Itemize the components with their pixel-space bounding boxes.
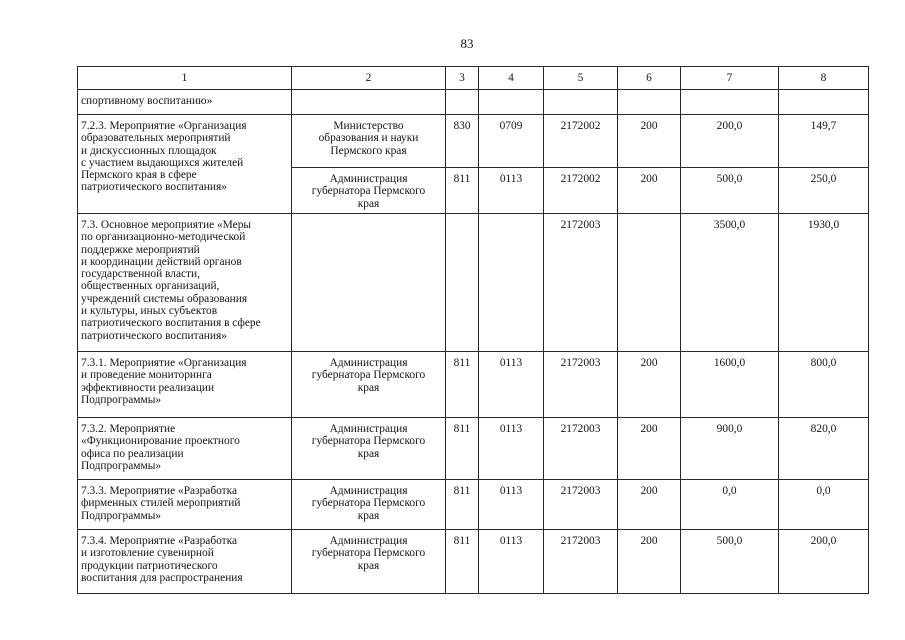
executor-cell (292, 90, 446, 115)
column-number-header: 3 (446, 67, 479, 90)
section-code-cell (479, 214, 544, 352)
column-number-header: 6 (618, 67, 681, 90)
executor-cell: Администрация губернатора Пермского края (292, 480, 446, 530)
header-row (78, 67, 869, 90)
amount-cell-col8: 820,0 (779, 418, 869, 480)
expense-type-cell: 200 (618, 115, 681, 168)
target-article-cell: 2172003 (544, 214, 618, 352)
expense-type-cell (618, 214, 681, 352)
agency-code-cell (446, 90, 479, 115)
executor-cell: Администрация губернатора Пермского края (292, 530, 446, 594)
column-number-header: 1 (78, 67, 292, 90)
agency-code-cell: 811 (446, 418, 479, 480)
table-row (78, 352, 869, 418)
executor-cell: Администрация губернатора Пермского края (292, 168, 446, 214)
column-number-header: 2 (292, 67, 446, 90)
agency-code-cell: 811 (446, 480, 479, 530)
agency-code-cell (446, 214, 479, 352)
page-number: 83 (460, 36, 474, 51)
column-number-header: 8 (779, 67, 869, 90)
section-code-cell: 0113 (479, 480, 544, 530)
amount-cell-col7: 500,0 (681, 168, 779, 214)
column-number-header: 5 (544, 67, 618, 90)
target-article-cell: 2172002 (544, 168, 618, 214)
amount-cell-col8: 800,0 (779, 352, 869, 418)
expense-type-cell: 200 (618, 418, 681, 480)
executor-cell (292, 214, 446, 352)
executor-cell: Администрация губернатора Пермского края (292, 352, 446, 418)
amount-cell-col7: 200,0 (681, 115, 779, 168)
executor-cell: Министерство образования и науки Пермского края (292, 115, 446, 168)
section-code-cell: 0709 (479, 115, 544, 168)
amount-cell-col7: 1600,0 (681, 352, 779, 418)
measure-name-cell: 7.3.2. Мероприятие «Функционирование проектного офиса по реализации Подпрограммы» (78, 418, 292, 480)
budget-table (77, 66, 869, 594)
measure-name-cell: спортивному воспитанию» (78, 90, 292, 115)
amount-cell-col7: 900,0 (681, 418, 779, 480)
amount-cell-col7: 500,0 (681, 530, 779, 594)
measure-name-cell: 7.3.3. Мероприятие «Разработка фирменных стилей мероприятий Подпрограммы» (78, 480, 292, 530)
section-code-cell: 0113 (479, 168, 544, 214)
column-number-header: 7 (681, 67, 779, 90)
amount-cell-col7: 0,0 (681, 480, 779, 530)
amount-cell-col7 (681, 90, 779, 115)
target-article-cell (544, 90, 618, 115)
amount-cell-col8 (779, 90, 869, 115)
table-row (78, 115, 869, 168)
expense-type-cell: 200 (618, 530, 681, 594)
table-row (78, 214, 869, 352)
target-article-cell: 2172003 (544, 530, 618, 594)
column-number-header: 4 (479, 67, 544, 90)
table-row (78, 418, 869, 480)
amount-cell-col8: 0,0 (779, 480, 869, 530)
table-row (78, 480, 869, 530)
agency-code-cell: 811 (446, 352, 479, 418)
amount-cell-col8: 149,7 (779, 115, 869, 168)
target-article-cell: 2172002 (544, 115, 618, 168)
agency-code-cell: 830 (446, 115, 479, 168)
table-row (78, 530, 869, 594)
amount-cell-col7: 3500,0 (681, 214, 779, 352)
target-article-cell: 2172003 (544, 418, 618, 480)
section-code-cell (479, 90, 544, 115)
expense-type-cell (618, 90, 681, 115)
expense-type-cell: 200 (618, 352, 681, 418)
executor-cell: Администрация губернатора Пермского края (292, 418, 446, 480)
target-article-cell: 2172003 (544, 480, 618, 530)
amount-cell-col8: 1930,0 (779, 214, 869, 352)
section-code-cell: 0113 (479, 530, 544, 594)
amount-cell-col8: 200,0 (779, 530, 869, 594)
agency-code-cell: 811 (446, 168, 479, 214)
measure-name-cell: 7.2.3. Мероприятие «Организация образовательных мероприятий и дискуссионных площадок с участием выдающихся жителей Пермского края в сфере патриотического воспитания» (78, 115, 292, 214)
measure-name-cell: 7.3. Основное мероприятие «Меры по организационно-методической поддержке мероприятий и координации действий органов государственной власти, общественных организаций, учреждений системы образования и культуры, иных субъектов патриотического воспитания в сфере патриотического воспитания» (78, 214, 292, 352)
agency-code-cell: 811 (446, 530, 479, 594)
expense-type-cell: 200 (618, 168, 681, 214)
measure-name-cell: 7.3.4. Мероприятие «Разработка и изготовление сувенирной продукции патриотического воспитания для распространения (78, 530, 292, 594)
table-row (78, 90, 869, 115)
amount-cell-col8: 250,0 (779, 168, 869, 214)
target-article-cell: 2172003 (544, 352, 618, 418)
expense-type-cell: 200 (618, 480, 681, 530)
measure-name-cell: 7.3.1. Мероприятие «Организация и проведение мониторинга эффективности реализации Подпрограммы» (78, 352, 292, 418)
section-code-cell: 0113 (479, 352, 544, 418)
section-code-cell: 0113 (479, 418, 544, 480)
